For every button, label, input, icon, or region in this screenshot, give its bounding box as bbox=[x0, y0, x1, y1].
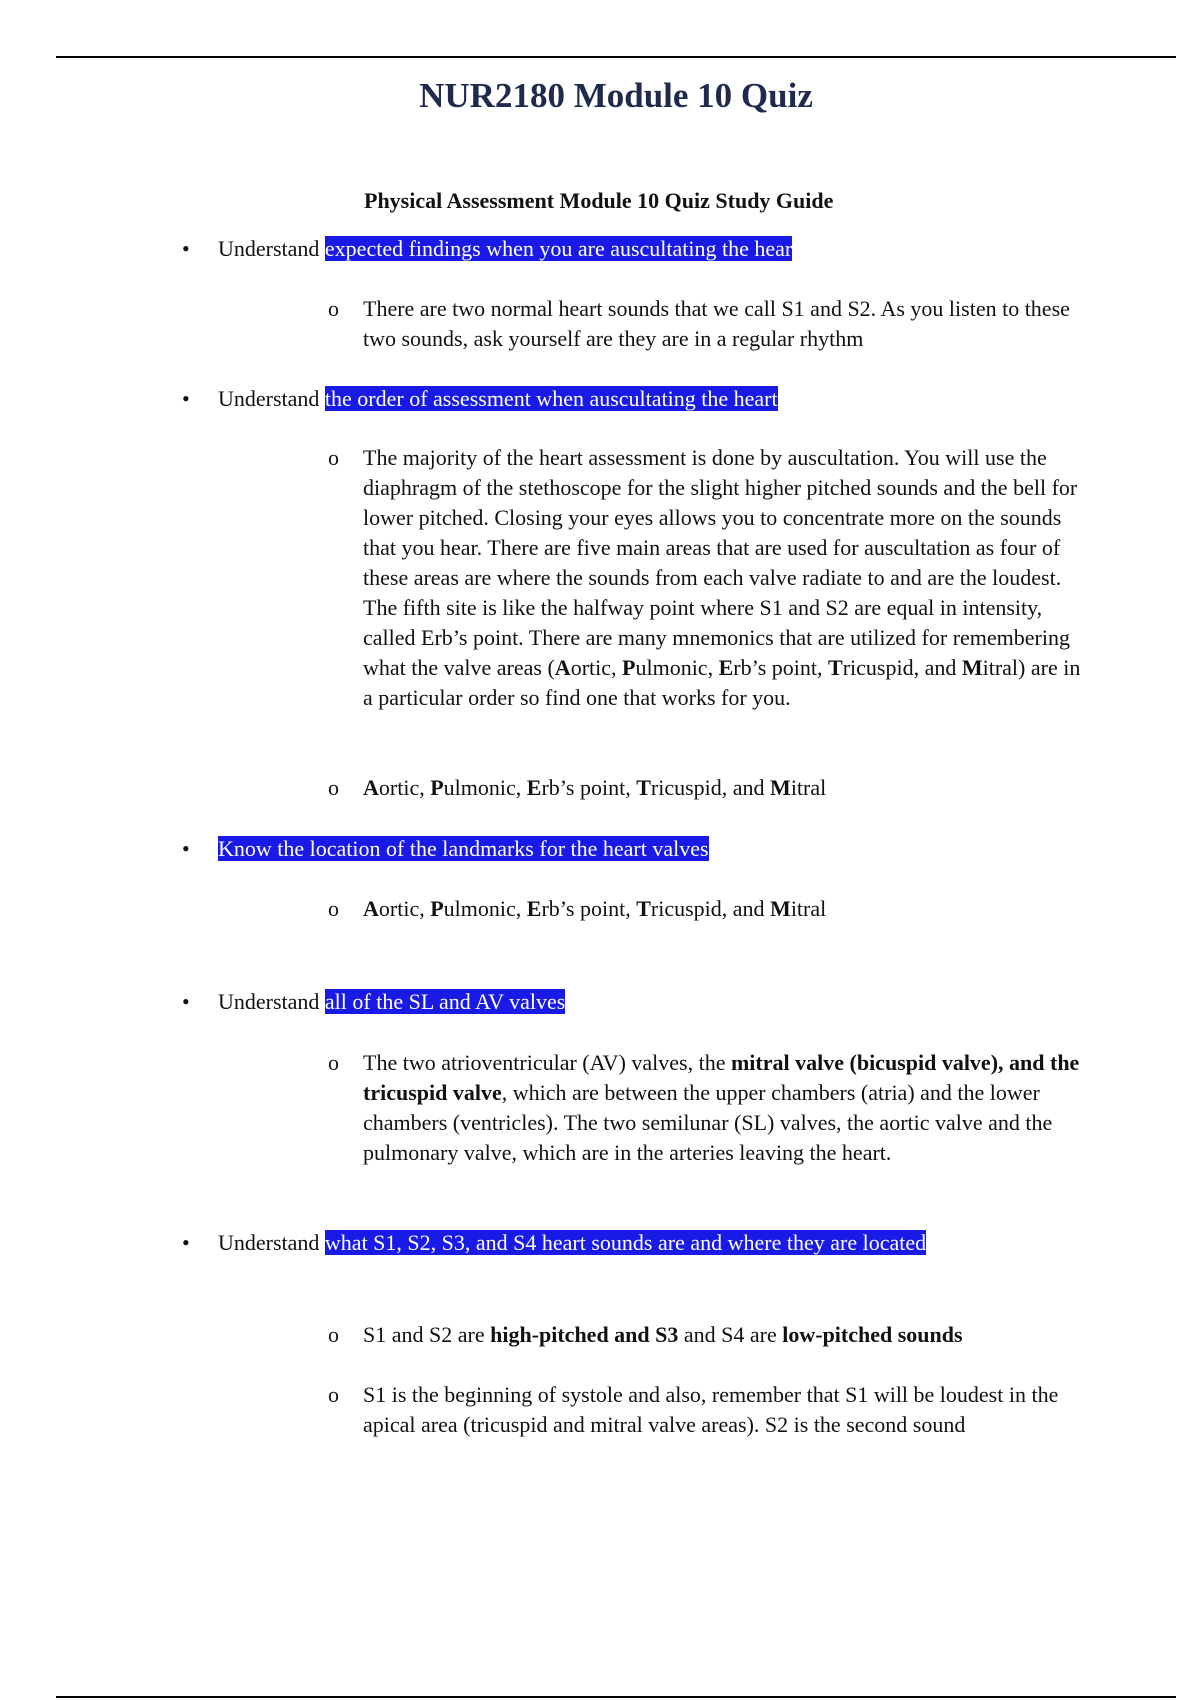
item-5-note-1: S1 and S2 are high-pitched and S3 and S4 are low-pitched sounds bbox=[363, 1322, 963, 1347]
highlighted-topic: expected findings when you are auscultating the hear bbox=[324, 236, 793, 261]
valve-mnemonic-list: Aortic, Pulmonic, Erb’s point, Tricuspid, and Mitral bbox=[363, 775, 827, 800]
bullet-icon: • bbox=[182, 236, 190, 261]
sub-bullet-icon: o bbox=[328, 896, 339, 921]
sub-bullet-icon: o bbox=[328, 1050, 339, 1075]
item-prefix: Understand bbox=[218, 989, 320, 1014]
top-rule bbox=[56, 56, 1176, 58]
item-5-note-2: S1 is the beginning of systole and also, remember that S1 will be loudest in the apical area (tricuspid and mitral valve areas). S2 is the second sound bbox=[363, 1382, 1059, 1437]
sub-bullet-icon: o bbox=[328, 445, 339, 470]
bullet-icon: • bbox=[182, 836, 190, 861]
bullet-icon: • bbox=[182, 386, 190, 411]
sub-bullet-icon: o bbox=[328, 775, 339, 800]
highlighted-topic: all of the SL and AV valves bbox=[324, 989, 566, 1014]
study-item-4 bbox=[218, 987, 565, 1017]
study-item-1 bbox=[218, 234, 792, 264]
bullet-icon: • bbox=[182, 1230, 190, 1255]
study-item-5 bbox=[218, 1228, 926, 1258]
page-subtitle: Physical Assessment Module 10 Quiz Study Guide bbox=[364, 188, 834, 213]
study-item-2 bbox=[218, 384, 778, 414]
bottom-rule bbox=[56, 1696, 1176, 1698]
item-prefix: Understand bbox=[218, 386, 320, 411]
item-prefix: Understand bbox=[218, 236, 320, 261]
highlighted-topic: the order of assessment when auscultating the heart bbox=[324, 386, 778, 411]
valve-mnemonic-list: Aortic, Pulmonic, Erb’s point, Tricuspid, and Mitral bbox=[363, 896, 827, 921]
page-title: NUR2180 Module 10 Quiz bbox=[419, 76, 813, 115]
sub-bullet-icon: o bbox=[328, 1382, 339, 1407]
highlighted-topic: Know the location of the landmarks for the heart valves bbox=[218, 836, 709, 861]
item-2-note: The majority of the heart assessment is done by auscultation. You will use the diaphragm of the stethoscope for the slight higher pitched sounds and the bell for lower pitched. Closing your eyes allows you to concentrate more on the sounds that you hear. There are five main areas that are used for auscultation as four of these areas are where the sounds from each valve radiate to and are the loudest. The fifth site is like the halfway point where S1 and S2 are equal in intensity, called Erb’s point. There are many mnemonics that are utilized for remembering what the valve areas (Aortic, Pulmonic, Erb’s point, Tricuspid, and Mitral) are in a particular order so find one that works for you. bbox=[363, 445, 1081, 710]
highlighted-topic: what S1, S2, S3, and S4 heart sounds are and where they are located bbox=[324, 1230, 927, 1255]
sub-bullet-icon: o bbox=[328, 296, 339, 321]
item-4-note: The two atrioventricular (AV) valves, the mitral valve (bicuspid valve), and the tricuspid valve, which are between the upper chambers (atria) and the lower chambers (ventricles). The two semilunar (SL) valves, the aortic valve and the pulmonary valve, which are in the arteries leaving the heart. bbox=[363, 1050, 1080, 1165]
study-item-3 bbox=[218, 834, 709, 864]
item-1-note: There are two normal heart sounds that we call S1 and S2. As you listen to these two sounds, ask yourself are they are in a regular rhythm bbox=[363, 296, 1070, 351]
sub-bullet-icon: o bbox=[328, 1322, 339, 1347]
item-prefix: Understand bbox=[218, 1230, 320, 1255]
bullet-icon: • bbox=[182, 989, 190, 1014]
